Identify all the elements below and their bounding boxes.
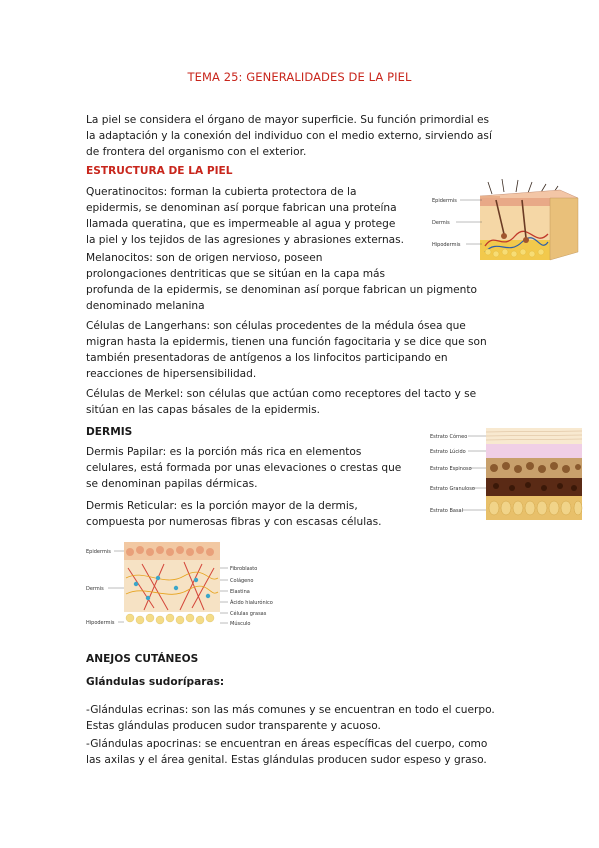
apocrinas-paragraph	[86, 736, 526, 768]
subheading-glandulas-sudoriparas: Glándulas sudoríparas:	[86, 676, 225, 688]
dermis-fig-label-celulas-grasas: Células grasas	[230, 611, 267, 617]
langerhans-line: reacciones de hipersensibilidad.	[86, 368, 257, 380]
melanocitos-line: prolongaciones dentriticas que se sitúan en la capa más	[86, 268, 386, 280]
langerhans-line: migran hasta la epidermis, tienen una función fagocitaria y se dice que son	[86, 336, 487, 348]
dermis-papilar-paragraph	[86, 444, 426, 492]
page-title: TEMA 25: GENERALIDADES DE LA PIEL	[187, 70, 412, 84]
layer-label-corneo: Estrato Córneo	[430, 434, 468, 440]
dermis-fig-label-musculo: Músculo	[230, 621, 251, 627]
dermis-fig-label-hipodermis: Hipodermis	[86, 620, 115, 626]
skin-label-epidermis: Epidermis	[432, 198, 457, 204]
melanocitos-line: Melanocitos: son de origen nervioso, poseen	[86, 252, 323, 264]
ecrinas-paragraph	[86, 702, 526, 734]
langerhans-paragraph	[86, 318, 526, 382]
layer-label-granuloso: Estrato Granuloso	[430, 486, 475, 492]
dermis-papilar-line: celulares, está formada por unas elevaciones o crestas que	[86, 462, 402, 474]
apocrinas-line: las axilas y el área genital. Estas glándulas producen sudor espeso y graso.	[86, 754, 487, 766]
dermis-fig-label-acido-hialuronico: Ácido hialurónico	[230, 600, 273, 606]
queratinocitos-line: Queratinocitos: forman la cubierta protectora de la	[86, 186, 357, 198]
queratinocitos-line: la piel y los tejidos de las agresiones y abrasiones externas.	[86, 234, 405, 246]
intro-line: la adaptación y la conexión del individuo con el medio externo, sirviendo así	[86, 130, 492, 142]
dermis-fig-label-epidermis: Epidermis	[86, 549, 111, 555]
intro-line: La piel se considera el órgano de mayor superficie. Su función primordial es	[86, 114, 490, 126]
dermis-reticular-line: Dermis Reticular: es la porción mayor de la dermis,	[86, 500, 358, 512]
melanocitos-line: profunda de la epidermis, se denominan así porque fabrican un pigmento	[86, 284, 478, 296]
intro-line: de frontera del organismo con el exterior.	[86, 146, 307, 158]
layer-label-espinoso: Estrato Espinoso	[430, 466, 472, 472]
merkel-line: Células de Merkel: son células que actúan como receptores del tacto y se	[86, 388, 477, 400]
merkel-line: sitúan en las capas básales de la epidermis.	[86, 404, 320, 416]
queratinocitos-line: epidermis, se denominan así porque fabrican una proteína	[86, 202, 397, 214]
dermis-papilar-line: Dermis Papilar: es la porción más rica en elementos	[86, 446, 362, 458]
section-heading-dermis: DERMIS	[86, 426, 133, 438]
section-heading-anejos: ANEJOS CUTÁNEOS	[86, 653, 199, 665]
dermis-reticular-paragraph	[86, 498, 426, 530]
ecrinas-line: Estas glándulas producen sudor transparente y acuoso.	[86, 720, 381, 732]
ecrinas-line: -Glándulas ecrinas: son las más comunes y se encuentran en todo el cuerpo.	[86, 704, 495, 716]
queratinocitos-paragraph	[86, 184, 426, 248]
dermis-fig-label-elastina: Elastina	[230, 589, 250, 595]
merkel-paragraph	[86, 386, 526, 418]
melanocitos-line: denominado melanina	[86, 300, 205, 312]
layer-label-lucido: Estrato Lúcido	[430, 449, 466, 455]
skin-label-dermis: Dermis	[432, 220, 450, 226]
intro-paragraph	[86, 112, 526, 160]
dermis-fig-label-dermis: Dermis	[86, 586, 104, 592]
epidermis-layers-figure	[428, 426, 584, 524]
dermis-composition-figure	[84, 538, 314, 630]
dermis-fig-label-colageno: Colágeno	[230, 578, 254, 584]
skin-label-hipodermis: Hipodermis	[432, 242, 461, 248]
melanocitos-paragraph	[86, 250, 526, 314]
dermis-fig-label-fibroblasto: Fibroblasto	[230, 566, 258, 572]
dermis-papilar-line: se denominan papilas dérmicas.	[86, 478, 258, 490]
queratinocitos-line: llamada queratina, que es impermeable al agua y protege	[86, 218, 396, 230]
apocrinas-line: -Glándulas apocrinas: se encuentran en áreas específicas del cuerpo, como	[86, 738, 488, 750]
layer-label-basal: Estrato Basal	[430, 508, 464, 514]
section-heading-estructura: ESTRUCTURA DE LA PIEL	[86, 165, 233, 177]
langerhans-line: Células de Langerhans: son células procedentes de la médula ósea que	[86, 320, 466, 332]
dermis-reticular-line: compuesta por numerosas fibras y con escasas células.	[86, 516, 382, 528]
langerhans-line: también presentadoras de antígenos a los linfocitos participando en	[86, 352, 448, 364]
